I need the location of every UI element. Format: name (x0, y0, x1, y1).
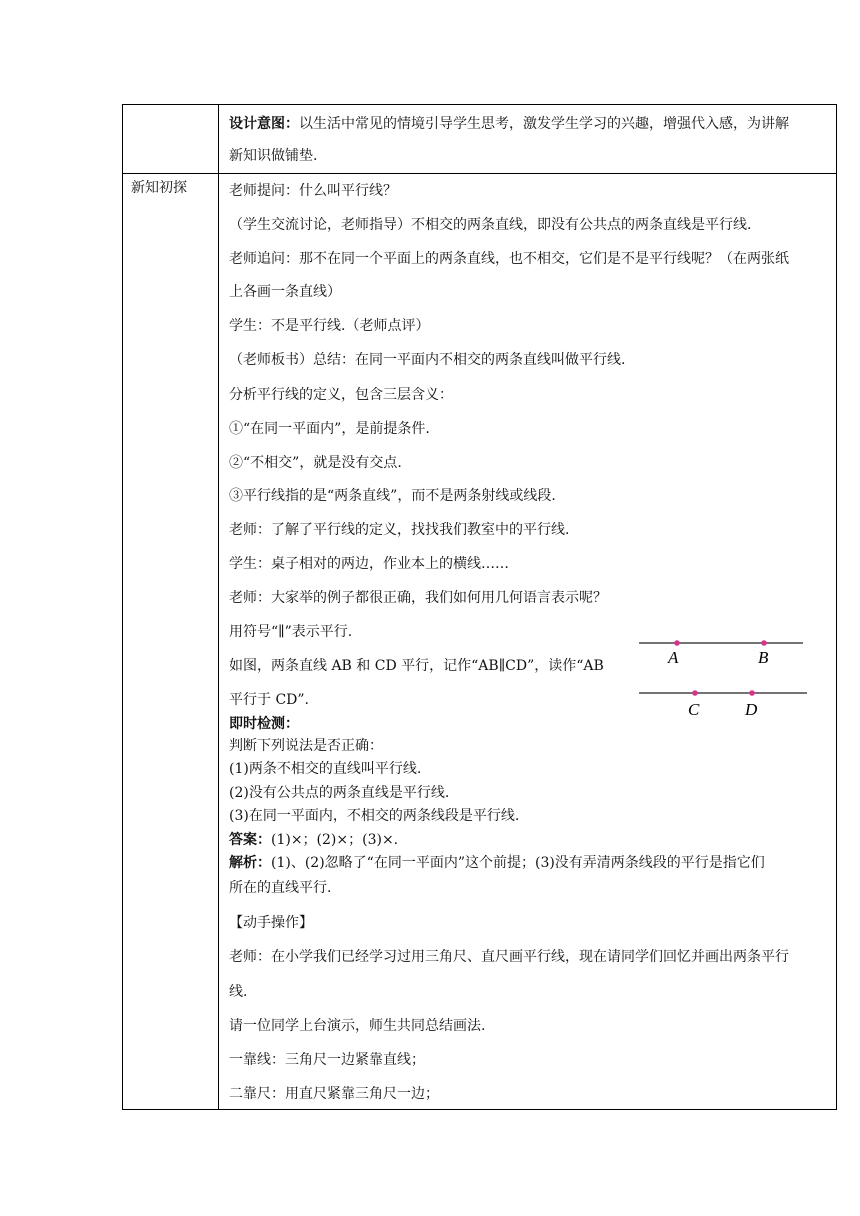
paragraph: ①“在同一平面内”，是前提条件. (229, 421, 430, 437)
paragraph: （老师板书）总结：在同一平面内不相交的两条直线叫做平行线. (229, 352, 626, 368)
row-divider (123, 173, 836, 174)
column-divider (218, 105, 219, 1109)
paragraph: 上各画一条直线） (229, 284, 341, 300)
design-intent-text: 以生活中常见的情境引导学生思考，激发学生学习的兴趣，增强代入感，为讲解 (299, 116, 789, 132)
paragraph: 如图，两条直线 AB 和 CD 平行，记作“AB∥CD”，读作“AB (229, 658, 604, 674)
hands-on-heading: 【动手操作】 (229, 915, 313, 931)
quick-check-label: 即时检测： (229, 716, 299, 732)
design-intent-line-2: 新知识做铺垫. (229, 148, 318, 164)
question-2: (2)没有公共点的两条直线是平行线. (229, 785, 450, 801)
paragraph: ②“不相交”，就是没有交点. (229, 455, 402, 471)
label-c: C (688, 700, 700, 719)
analysis-line-2: 所在的直线平行. (229, 880, 332, 896)
question-1: (1)两条不相交的直线叫平行线. (229, 761, 422, 777)
point-b (761, 640, 767, 646)
lesson-table (122, 104, 837, 1110)
label-b: B (758, 648, 769, 667)
paragraph: 老师提问：什么叫平行线？ (229, 183, 397, 199)
point-d (749, 690, 755, 696)
design-intent-line-1 (229, 115, 789, 133)
paragraph: 老师：大家举的例子都很正确，我们如何用几何语言表示呢？ (229, 590, 607, 606)
analysis-label: 解析： (229, 855, 271, 871)
paragraph: 老师：了解了平行线的定义，找找我们教室中的平行线. (229, 522, 570, 538)
analysis-text: (1)、(2)忽略了“在同一平面内”这个前提；(3)没有弄清两条线段的平行是指它们 (271, 855, 765, 871)
paragraph: 用符号“∥”表示平行. (229, 624, 353, 640)
paragraph: 老师追问：那不在同一个平面上的两条直线，也不相交，它们是不是平行线呢？（在两张纸 (229, 251, 789, 267)
paragraph: 学生：不是平行线.（老师点评） (229, 318, 430, 334)
label-d: D (745, 700, 758, 719)
question-3: (3)在同一平面内，不相交的两条线段是平行线. (229, 808, 520, 824)
paragraph: 老师：在小学我们已经学习过用三角尺、直尺画平行线，现在请同学们回忆并画出两条平行 (229, 949, 789, 965)
design-intent-label: 设计意图： (229, 116, 299, 132)
paragraph: 学生：桌子相对的两边，作业本上的横线…… (229, 556, 509, 572)
label-a: A (668, 648, 679, 667)
paragraph: 请一位同学上台演示，师生共同总结画法. (229, 1018, 486, 1034)
row-label-new-knowledge: 新知初探 (131, 180, 187, 196)
paragraph: ③平行线指的是“两条直线”，而不是两条射线或线段. (229, 488, 556, 504)
paragraph: 一靠线：三角尺一边紧靠直线； (229, 1052, 425, 1068)
answer-text: (1)×；(2)×；(3)×. (271, 832, 399, 848)
paragraph: （学生交流讨论，老师指导）不相交的两条直线，即没有公共点的两条直线是平行线. (229, 217, 752, 233)
paragraph: 分析平行线的定义，包含三层含义： (229, 387, 453, 403)
answer-label: 答案： (229, 832, 271, 848)
paragraph: 线. (229, 984, 248, 1000)
paragraph: 二靠尺：用直尺紧靠三角尺一边； (229, 1086, 439, 1102)
point-a (674, 640, 680, 646)
paragraph: 平行于 CD”. (229, 692, 309, 708)
question-intro: 判断下列说法是否正确： (229, 738, 383, 754)
point-c (692, 690, 698, 696)
parallel-lines-figure (637, 635, 809, 725)
answer-line (229, 831, 398, 849)
analysis-line-1 (229, 854, 765, 872)
